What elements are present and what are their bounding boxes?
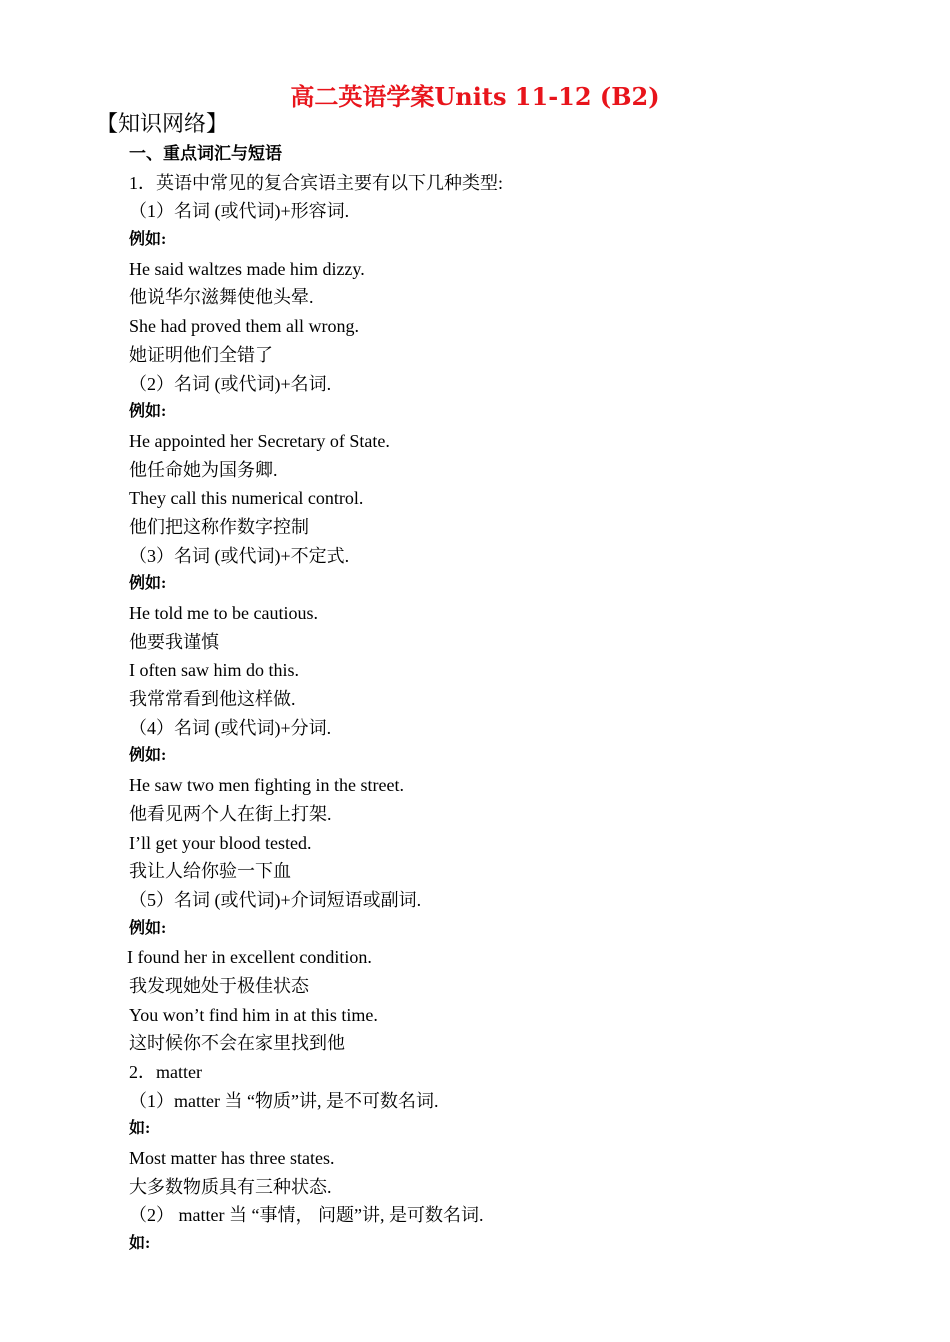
example-label: 例如: <box>129 231 167 249</box>
example-label: 如: <box>129 1120 151 1138</box>
text-line: I’ll get your blood tested. <box>129 832 312 853</box>
text-line: 他看见两个人在街上打架. <box>129 803 332 824</box>
text-line: He said waltzes made him dizzy. <box>129 258 365 279</box>
text-line: （3）名词 (或代词)+不定式. <box>129 545 350 566</box>
text-line: 大多数物质具有三种状态. <box>129 1176 332 1197</box>
text-line: He told me to be cautious. <box>129 603 318 623</box>
text-line: Most matter has three states. <box>129 1148 335 1169</box>
text-line: （2）名词 (或代词)+名词. <box>129 373 332 394</box>
example-label: 例如: <box>129 403 167 421</box>
text-line: 他说华尔滋舞使他头晕. <box>129 287 314 308</box>
subsection-heading: 一、重点词汇与短语 <box>129 144 282 164</box>
text-line: 这时候你不会在家里找到他 <box>129 1033 345 1054</box>
text-line: （2） matter 当 “事情， 问题”讲, 是可数名词. <box>129 1205 484 1226</box>
text-line: 我让人给你验一下血 <box>129 861 291 882</box>
text-line: 1．英语中常见的复合宾语主要有以下几种类型: <box>129 172 503 193</box>
text-line: （1）matter 当 “物质”讲, 是不可数名词. <box>129 1090 439 1111</box>
text-line: 我常常看到他这样做. <box>129 689 296 710</box>
example-label: 如: <box>129 1235 151 1253</box>
text-line: They call this numerical control. <box>129 488 364 509</box>
example-label: 例如: <box>129 919 167 937</box>
document-body <box>129 140 889 1259</box>
text-line: （4）名词 (或代词)+分词. <box>129 717 332 738</box>
text-line: She had proved them all wrong. <box>129 316 359 337</box>
text-line: 2．matter <box>129 1062 202 1082</box>
text-line: He appointed her Secretary of State. <box>129 430 390 451</box>
text-line: 她证明他们全错了 <box>129 344 273 365</box>
example-label: 例如: <box>129 747 167 765</box>
page-title: 高二英语学案Units 11-12 (B2) <box>290 82 660 111</box>
text-line: He saw two men fighting in the street. <box>129 775 404 796</box>
text-line: 他要我谨慎 <box>129 631 219 652</box>
text-line: （5）名词 (或代词)+介词短语或副词. <box>129 889 422 910</box>
text-line: You won’t find him in at this time. <box>129 1004 378 1025</box>
text-line: 他任命她为国务卿. <box>129 459 278 480</box>
section-heading: 【知识网络】 <box>96 112 229 137</box>
text-line: I often saw him do this. <box>129 660 299 681</box>
text-line: I found her in excellent condition. <box>127 947 372 968</box>
text-line: 我发现她处于极佳状态 <box>129 975 309 996</box>
text-line: 他们把这称作数字控制 <box>129 516 309 537</box>
text-line: （1）名词 (或代词)+形容词. <box>129 201 350 222</box>
example-label: 例如: <box>129 575 167 593</box>
